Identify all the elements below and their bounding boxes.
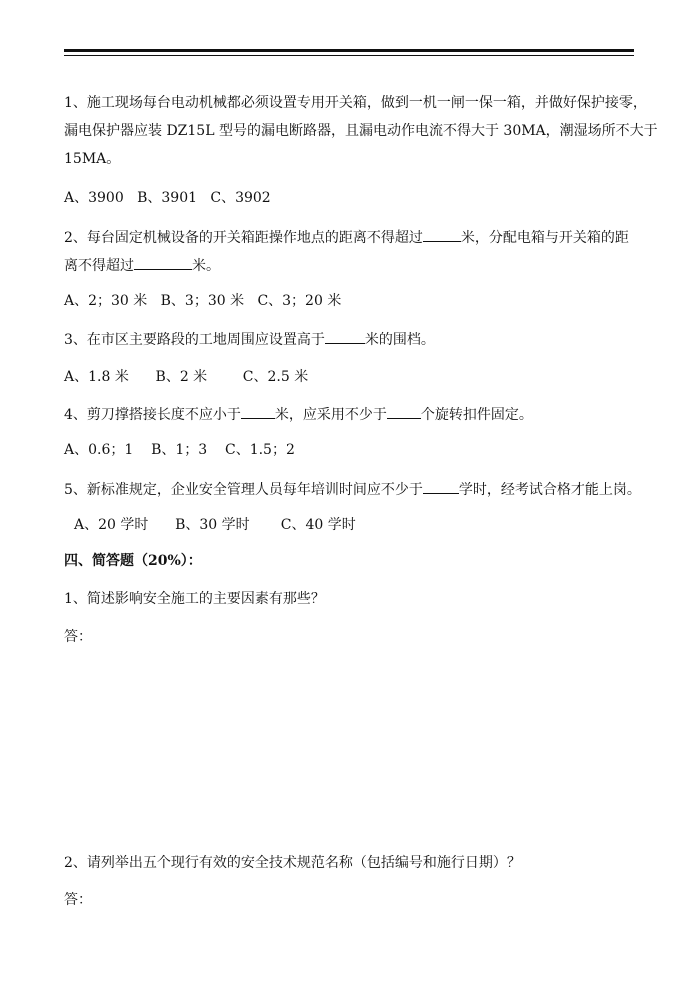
question-5-options: A、20 学时 B、30 学时 C、40 学时 <box>74 517 356 533</box>
question-2-text-a: 2、每台固定机械设备的开关箱距操作地点的距离不得超过 <box>64 230 423 246</box>
answer-label-1: 答： <box>64 629 92 645</box>
question-2-text-d: 米。 <box>192 258 220 274</box>
header-rule-thin <box>64 55 634 56</box>
question-3-options: A、1.8 米 B、2 米 C、2.5 米 <box>64 369 309 385</box>
question-5-text-b: 学时，经考试合格才能上岗。 <box>458 482 641 498</box>
answer-blank[interactable] <box>325 329 365 344</box>
question-3-line <box>64 329 435 350</box>
short-answer-question-2: 2、请列举出五个现行有效的安全技术规范名称（包括编号和施行日期）？ <box>64 855 521 871</box>
question-4-text-b: 米，应采用不少于 <box>274 407 387 423</box>
question-2-line-2 <box>64 255 220 276</box>
question-1-line-2: 漏电保护器应装 DZ15L 型号的漏电断路器，且漏电动作电流不得大于 30MA，潮湿场所不大于 <box>64 123 658 139</box>
section-4-title: 四、简答题（20%）： <box>64 553 202 569</box>
question-2-text-c: 离不得超过 <box>64 258 134 274</box>
question-3-text-b: 米的围档。 <box>364 332 435 348</box>
question-2-line-1 <box>64 227 629 248</box>
question-5-line <box>64 479 641 500</box>
answer-blank[interactable] <box>423 479 459 494</box>
question-2-options: A、2；30 米 B、3；30 米 C、3；20 米 <box>64 293 342 309</box>
question-1-options: A、3900 B、3901 C、3902 <box>64 190 271 206</box>
answer-blank[interactable] <box>241 404 275 419</box>
answer-blank[interactable] <box>387 404 421 419</box>
question-2-text-b: 米，分配电箱与开关箱的距 <box>460 230 629 246</box>
answer-blank[interactable] <box>423 227 461 242</box>
question-4-options: A、0.6；1 B、1；3 C、1.5；2 <box>64 442 295 458</box>
question-4-text-c: 个旋转扣件固定。 <box>420 407 533 423</box>
short-answer-question-1: 1、简述影响安全施工的主要因素有那些？ <box>64 591 325 607</box>
question-3-text-a: 3、在市区主要路段的工地周围应设置高于 <box>64 332 325 348</box>
answer-label-2: 答： <box>64 892 92 908</box>
header-rule-thick <box>64 49 634 52</box>
question-1-line-1: 1、施工现场每台电动机械都必须设置专用开关箱，做到一机一闸一保一箱，并做好保护接零， <box>64 95 647 111</box>
answer-blank[interactable] <box>134 255 192 270</box>
question-4-text-a: 4、剪刀撑搭接长度不应小于 <box>64 407 241 423</box>
question-5-text-a: 5、新标准规定，企业安全管理人员每年培训时间应不少于 <box>64 482 423 498</box>
question-1-line-3: 15MA。 <box>64 151 121 167</box>
question-4-line <box>64 404 533 425</box>
